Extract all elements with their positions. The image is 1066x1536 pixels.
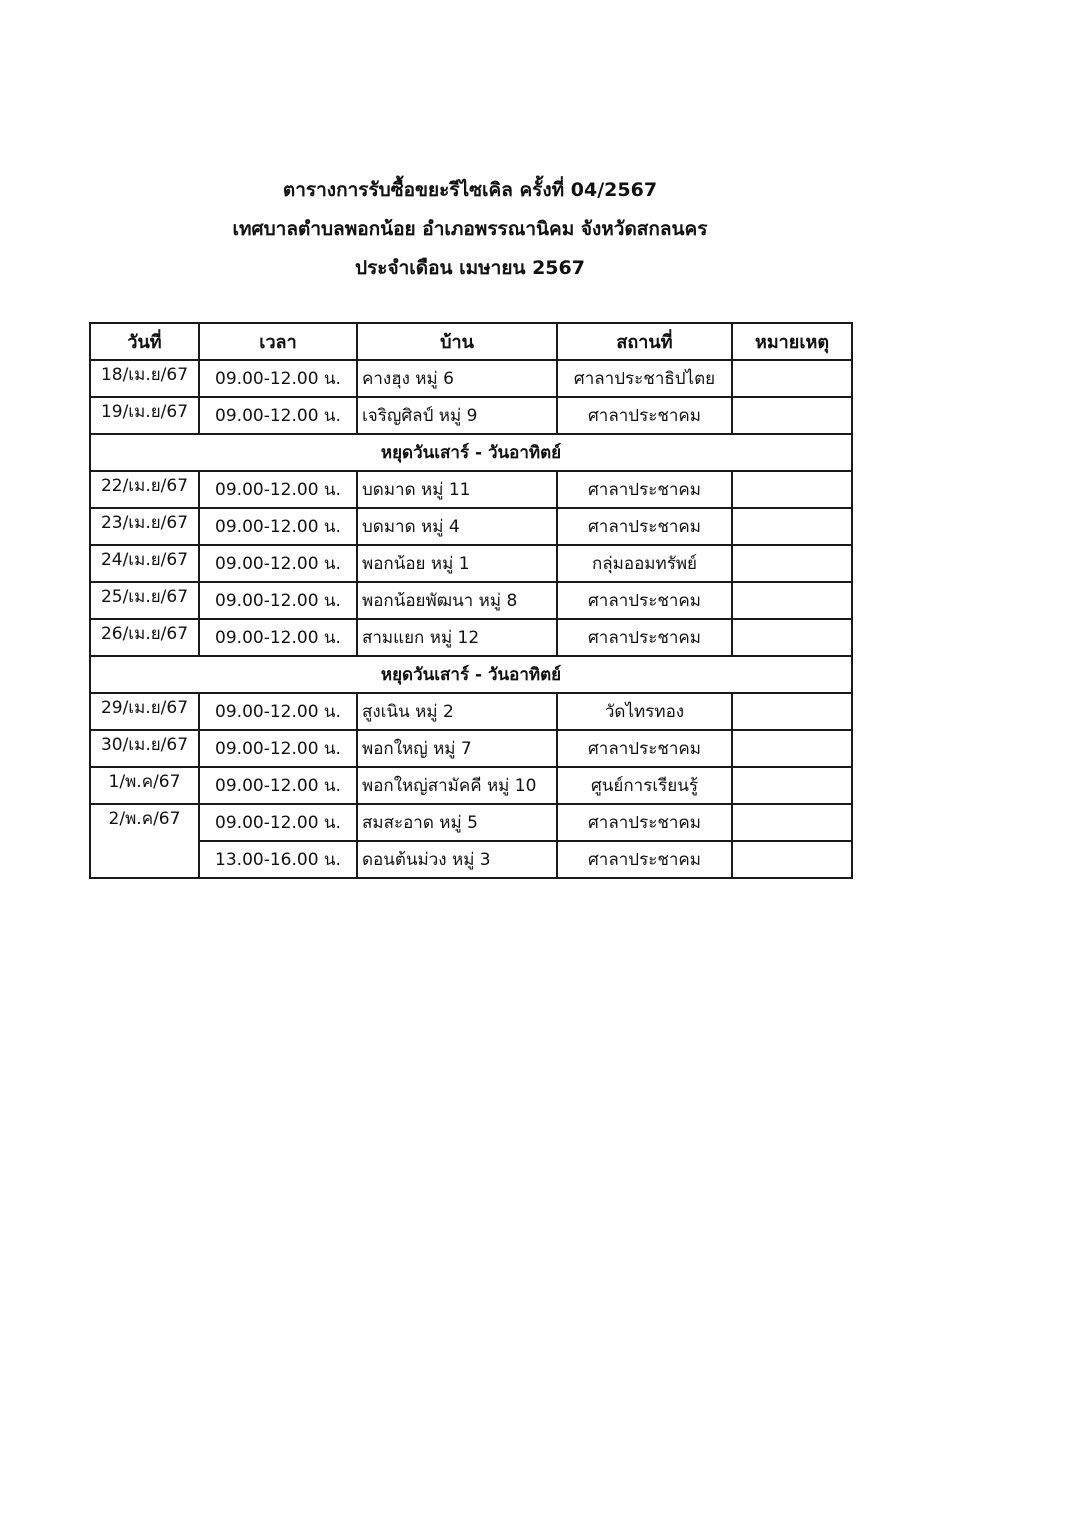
cell-time: 09.00-12.00 น. xyxy=(199,693,357,730)
cell-village: พอกน้อย หมู่ 1 xyxy=(357,545,557,582)
table-row xyxy=(90,693,852,730)
table-row xyxy=(90,582,852,619)
cell-place: ศาลาประชาคม xyxy=(557,397,732,434)
cell-village: บดมาด หมู่ 4 xyxy=(357,508,557,545)
cell-time: 09.00-12.00 น. xyxy=(199,804,357,841)
cell-note xyxy=(732,397,852,434)
table-row xyxy=(90,545,852,582)
cell-village: พอกน้อยพัฒนา หมู่ 8 xyxy=(357,582,557,619)
cell-village: สมสะอาด หมู่ 5 xyxy=(357,804,557,841)
cell-village: สูงเนิน หมู่ 2 xyxy=(357,693,557,730)
column-header-time: เวลา xyxy=(199,323,357,360)
cell-note xyxy=(732,804,852,841)
cell-time: 09.00-12.00 น. xyxy=(199,471,357,508)
cell-note xyxy=(732,767,852,804)
schedule-table xyxy=(89,322,853,879)
cell-note xyxy=(732,619,852,656)
cell-time: 09.00-12.00 น. xyxy=(199,360,357,397)
cell-place: ศาลาประชาธิปไตย xyxy=(557,360,732,397)
cell-time: 09.00-12.00 น. xyxy=(199,730,357,767)
cell-time: 09.00-12.00 น. xyxy=(199,545,357,582)
cell-place: ศูนย์การเรียนรู้ xyxy=(557,767,732,804)
column-header-place: สถานที่ xyxy=(557,323,732,360)
cell-time: 09.00-12.00 น. xyxy=(199,619,357,656)
holiday-row xyxy=(90,656,852,693)
cell-place: ศาลาประชาคม xyxy=(557,582,732,619)
cell-date: 23/เม.ย/67 xyxy=(90,508,199,545)
cell-note xyxy=(732,730,852,767)
cell-village: ดอนต้นม่วง หมู่ 3 xyxy=(357,841,557,878)
cell-note xyxy=(732,582,852,619)
table-header-row xyxy=(90,323,852,360)
cell-note xyxy=(732,360,852,397)
cell-place: วัดไทรทอง xyxy=(557,693,732,730)
table-row xyxy=(90,730,852,767)
cell-place: กลุ่มออมทรัพย์ xyxy=(557,545,732,582)
cell-village: สามแยก หมู่ 12 xyxy=(357,619,557,656)
cell-village: พอกใหญ่ หมู่ 7 xyxy=(357,730,557,767)
cell-village: บดมาด หมู่ 11 xyxy=(357,471,557,508)
cell-date: 2/พ.ค/67 xyxy=(90,804,199,878)
cell-place: ศาลาประชาคม xyxy=(557,841,732,878)
table-row xyxy=(90,471,852,508)
table-row xyxy=(90,767,852,804)
cell-place: ศาลาประชาคม xyxy=(557,730,732,767)
document-subtitle-month: ประจำเดือน เมษายน 2567 xyxy=(355,257,585,279)
cell-date: 26/เม.ย/67 xyxy=(90,619,199,656)
table-row xyxy=(90,619,852,656)
cell-village: พอกใหญ่สามัคคี หมู่ 10 xyxy=(357,767,557,804)
cell-time: 09.00-12.00 น. xyxy=(199,582,357,619)
column-header-village: บ้าน xyxy=(357,323,557,360)
cell-note xyxy=(732,471,852,508)
cell-time: 09.00-12.00 น. xyxy=(199,508,357,545)
cell-time: 09.00-12.00 น. xyxy=(199,397,357,434)
cell-note xyxy=(732,545,852,582)
table-row xyxy=(90,804,852,841)
cell-village: เจริญศิลป์ หมู่ 9 xyxy=(357,397,557,434)
table-row xyxy=(90,841,852,878)
cell-place: ศาลาประชาคม xyxy=(557,508,732,545)
holiday-label: หยุดวันเสาร์ - วันอาทิตย์ xyxy=(90,656,852,693)
table-row xyxy=(90,397,852,434)
cell-place: ศาลาประชาคม xyxy=(557,804,732,841)
table-row xyxy=(90,508,852,545)
cell-village: คางฮุง หมู่ 6 xyxy=(357,360,557,397)
cell-place: ศาลาประชาคม xyxy=(557,471,732,508)
cell-note xyxy=(732,841,852,878)
holiday-row xyxy=(90,434,852,471)
cell-date: 1/พ.ค/67 xyxy=(90,767,199,804)
table-body xyxy=(90,360,852,878)
column-header-date: วันที่ xyxy=(90,323,199,360)
cell-date: 24/เม.ย/67 xyxy=(90,545,199,582)
cell-date: 29/เม.ย/67 xyxy=(90,693,199,730)
holiday-label: หยุดวันเสาร์ - วันอาทิตย์ xyxy=(90,434,852,471)
cell-date: 22/เม.ย/67 xyxy=(90,471,199,508)
cell-time: 09.00-12.00 น. xyxy=(199,767,357,804)
table-row xyxy=(90,360,852,397)
column-header-note: หมายเหตุ xyxy=(732,323,852,360)
document-subtitle-municipality: เทศบาลตำบลพอกน้อย อำเภอพรรณานิคม จังหวัดสกลนคร xyxy=(232,218,708,240)
cell-note xyxy=(732,508,852,545)
cell-time: 13.00-16.00 น. xyxy=(199,841,357,878)
cell-date: 18/เม.ย/67 xyxy=(90,360,199,397)
cell-date: 30/เม.ย/67 xyxy=(90,730,199,767)
cell-date: 19/เม.ย/67 xyxy=(90,397,199,434)
cell-date: 25/เม.ย/67 xyxy=(90,582,199,619)
cell-note xyxy=(732,693,852,730)
document-title: ตารางการรับซื้อขยะรีไซเคิล ครั้งที่ 04/2567 xyxy=(282,179,658,201)
cell-place: ศาลาประชาคม xyxy=(557,619,732,656)
